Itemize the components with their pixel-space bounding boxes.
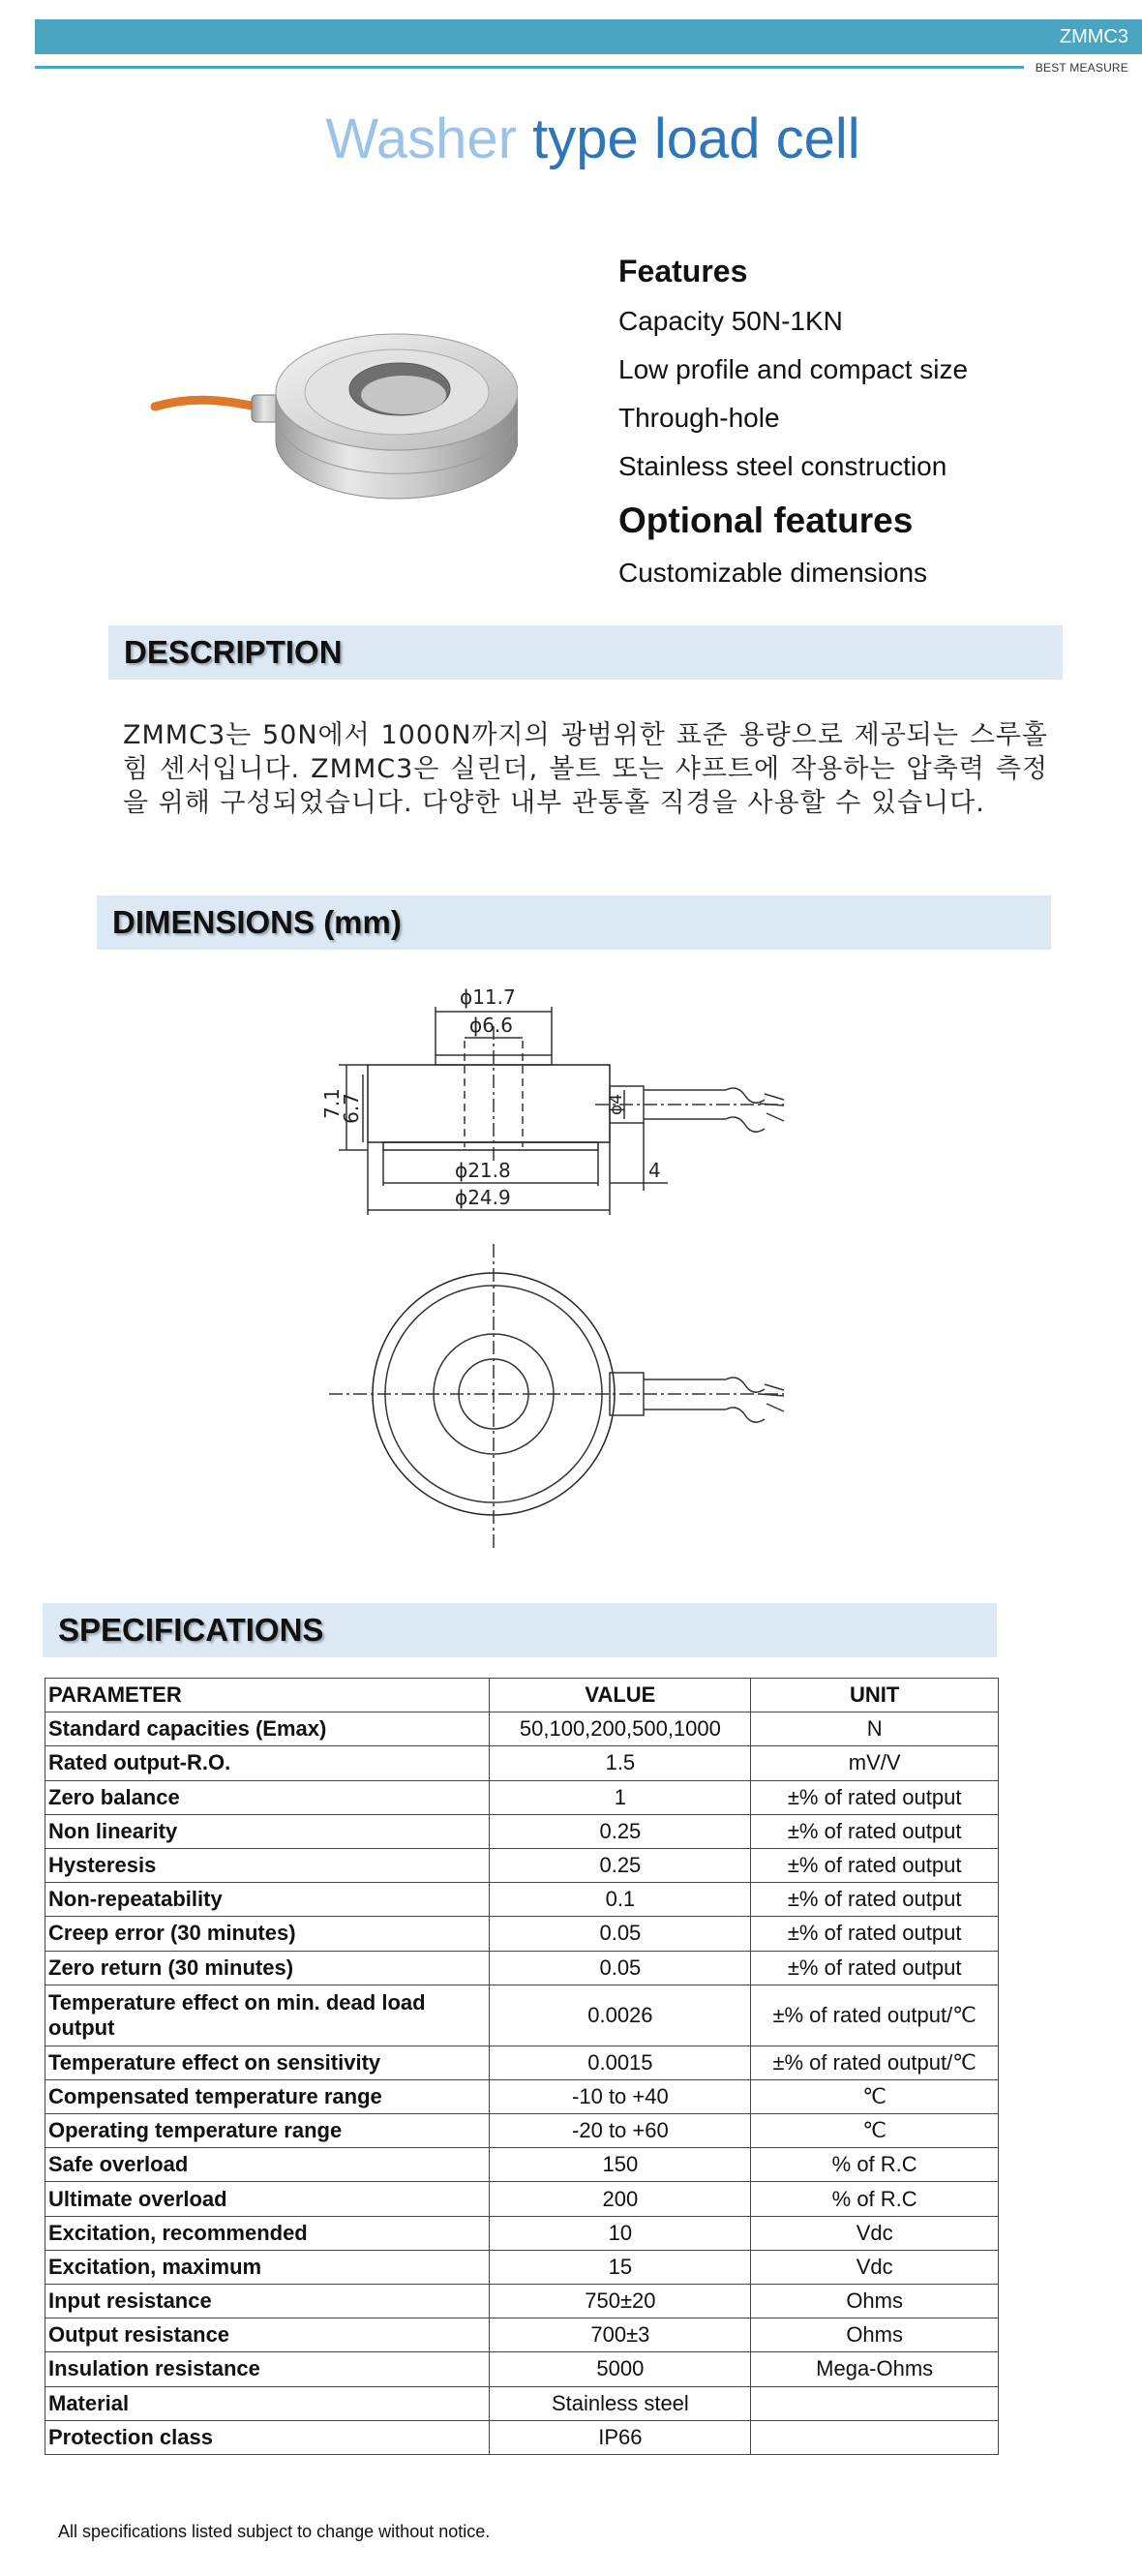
dimensions-heading: DIMENSIONS (mm)	[112, 904, 402, 940]
table-row	[45, 2420, 999, 2454]
cell-parameter: Protection class	[45, 2420, 490, 2454]
cell-value: IP66	[490, 2420, 751, 2454]
table-row	[45, 1712, 999, 1746]
cell-unit: ±% of rated output	[751, 1814, 999, 1848]
product-photo	[150, 329, 518, 552]
cell-unit: ±% of rated output/℃	[751, 1985, 999, 2046]
cell-unit: Ohms	[751, 2285, 999, 2318]
cell-unit: ±% of rated output	[751, 1951, 999, 1985]
table-row	[45, 1814, 999, 1848]
table-row	[45, 2250, 999, 2284]
cell-parameter: Excitation, maximum	[45, 2250, 490, 2284]
table-row	[45, 2352, 999, 2386]
cell-value: 0.0026	[490, 1985, 751, 2046]
table-header-row	[45, 1679, 999, 1712]
cell-value: 0.05	[490, 1951, 751, 1985]
cell-unit	[751, 2386, 999, 2420]
cell-value: 0.05	[490, 1917, 751, 1951]
table-row	[45, 2182, 999, 2216]
title-part-light: Washer	[325, 107, 533, 170]
brand-tagline: BEST MEASURE	[1035, 61, 1128, 75]
dim-label-body-height: 6.7	[340, 1093, 363, 1124]
feature-item: Low profile and compact size	[618, 354, 969, 384]
features-panel	[618, 254, 1102, 597]
cell-value: 15	[490, 2250, 751, 2284]
column-header-value: VALUE	[490, 1679, 751, 1712]
optional-feature-item: Customizable dimensions	[618, 558, 928, 588]
table-row	[45, 2114, 999, 2148]
cell-unit: Ohms	[751, 2318, 999, 2352]
footnote: All specifications listed subject to change without notice.	[58, 2522, 491, 2541]
cell-parameter: Zero return (30 minutes)	[45, 1951, 490, 1985]
column-header-parameter: PARAMETER	[45, 1679, 490, 1712]
cell-parameter: Material	[45, 2386, 490, 2420]
cell-parameter: Ultimate overload	[45, 2182, 490, 2216]
cell-parameter: Hysteresis	[45, 1848, 490, 1882]
cell-parameter: Compensated temperature range	[45, 2079, 490, 2113]
description-section-header	[108, 625, 1063, 680]
cell-value: -10 to +40	[490, 2079, 751, 2113]
description-heading: DESCRIPTION	[124, 634, 343, 670]
specifications-section-header	[43, 1603, 997, 1657]
cell-unit: ℃	[751, 2079, 999, 2113]
cell-unit: ±% of rated output	[751, 1848, 999, 1882]
cell-parameter: Output resistance	[45, 2318, 490, 2352]
optional-features-heading: Optional features	[618, 500, 914, 540]
dim-label-cable-length: 4	[648, 1159, 661, 1182]
features-heading: Features	[618, 254, 748, 288]
cell-value: 200	[490, 2182, 751, 2216]
table-row	[45, 1848, 999, 1882]
cell-unit: Vdc	[751, 2216, 999, 2250]
cell-value: 1	[490, 1780, 751, 1814]
cell-parameter: Standard capacities (Emax)	[45, 1712, 490, 1746]
cell-value: 0.0015	[490, 2046, 751, 2079]
cell-parameter: Zero balance	[45, 1780, 490, 1814]
cell-unit: ±% of rated output	[751, 1780, 999, 1814]
cell-parameter: Temperature effect on sensitivity	[45, 2046, 490, 2079]
cell-value: 0.25	[490, 1848, 751, 1882]
cell-value: 10	[490, 2216, 751, 2250]
header-bar	[35, 19, 1142, 54]
description-text: ZMMC3는 50N에서 1000N까지의 광범위한 표준 용량으로 제공되는 스루홀 힘 센서입니다. ZMMC3은 실린더, 볼트 또는 샤프트에 작용하는 압축력 측정을 위해 구성되었습니다. 다양한 내부 관통홀 직경을 사용할 수 있습니다.	[123, 720, 1048, 818]
cell-value: Stainless steel	[490, 2386, 751, 2420]
cell-parameter: Rated output-R.O.	[45, 1746, 490, 1780]
cell-unit: % of R.C	[751, 2182, 999, 2216]
dim-label-base: ϕ21.8	[455, 1159, 511, 1182]
table-row	[45, 2046, 999, 2079]
cell-unit: ±% of rated output	[751, 1917, 999, 1951]
table-row	[45, 1917, 999, 1951]
cell-parameter: Excitation, recommended	[45, 2216, 490, 2250]
cell-parameter: Safe overload	[45, 2148, 490, 2182]
cell-unit: ℃	[751, 2114, 999, 2148]
cell-parameter: Operating temperature range	[45, 2114, 490, 2148]
cell-unit: mV/V	[751, 1746, 999, 1780]
cell-value: 1.5	[490, 1746, 751, 1780]
dim-label-cable-diameter: ϕ4	[607, 1093, 626, 1116]
cell-unit	[751, 2420, 999, 2454]
feature-item: Stainless steel construction	[618, 451, 947, 481]
cell-parameter: Input resistance	[45, 2285, 490, 2318]
header-rule	[35, 66, 1024, 69]
table-row	[45, 2318, 999, 2352]
cell-unit: Vdc	[751, 2250, 999, 2284]
cell-value: 750±20	[490, 2285, 751, 2318]
cell-parameter: Temperature effect on min. dead load output	[45, 1985, 490, 2046]
page-title	[0, 106, 1142, 171]
column-header-unit: UNIT	[751, 1679, 999, 1712]
cell-unit: ±% of rated output	[751, 1883, 999, 1917]
dimensions-section-header	[97, 895, 1051, 950]
cell-unit: % of R.C	[751, 2148, 999, 2182]
table-row	[45, 2285, 999, 2318]
dimension-drawing	[261, 968, 881, 1559]
cell-value: 0.1	[490, 1883, 751, 1917]
table-row	[45, 1780, 999, 1814]
table-row	[45, 1746, 999, 1780]
cell-value: 50,100,200,500,1000	[490, 1712, 751, 1746]
table-row	[45, 1883, 999, 1917]
specifications-heading: SPECIFICATIONS	[58, 1612, 324, 1648]
cell-unit: ±% of rated output/℃	[751, 2046, 999, 2079]
cell-parameter: Creep error (30 minutes)	[45, 1917, 490, 1951]
title-part-dark: type load cell	[532, 107, 860, 170]
model-code: ZMMC3	[1059, 26, 1128, 47]
cell-parameter: Non-repeatability	[45, 1883, 490, 1917]
cell-value: 700±3	[490, 2318, 751, 2352]
table-row	[45, 1951, 999, 1985]
dim-label-outer: ϕ24.9	[455, 1186, 511, 1209]
specifications-table	[45, 1678, 999, 2455]
table-row	[45, 2386, 999, 2420]
feature-item: Capacity 50N-1KN	[618, 306, 843, 336]
cell-value: 0.25	[490, 1814, 751, 1848]
dim-label-total-height: 7.1	[320, 1088, 344, 1119]
table-row	[45, 1985, 999, 2046]
table-row	[45, 2216, 999, 2250]
cell-value: 5000	[490, 2352, 751, 2386]
cell-unit: Mega-Ohms	[751, 2352, 999, 2386]
table-row	[45, 2079, 999, 2113]
cell-unit: N	[751, 1712, 999, 1746]
dim-label-outer-top: ϕ11.7	[460, 985, 516, 1009]
dim-label-hole: ϕ6.6	[469, 1014, 513, 1037]
cell-parameter: Insulation resistance	[45, 2352, 490, 2386]
feature-item: Through-hole	[618, 403, 780, 433]
table-row	[45, 2148, 999, 2182]
cell-value: 150	[490, 2148, 751, 2182]
cell-parameter: Non linearity	[45, 1814, 490, 1848]
cell-value: -20 to +60	[490, 2114, 751, 2148]
